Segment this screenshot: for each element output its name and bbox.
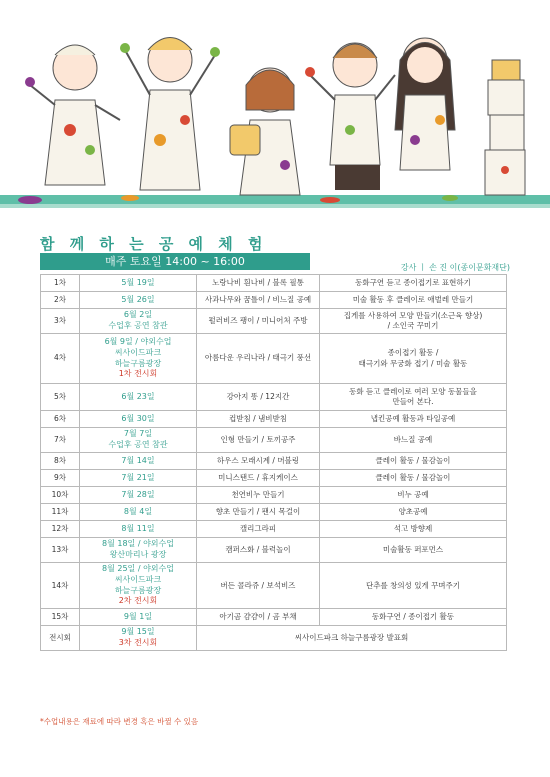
session-date <box>80 334 197 384</box>
cell-line: 6월 2일 <box>123 310 153 320</box>
cell-line: 8월 25일 / 야외수업 <box>102 564 174 573</box>
cell-line: 천연비누 만들기 <box>231 489 285 499</box>
table-row <box>41 453 507 470</box>
session-number: 8차 <box>41 453 80 470</box>
activity-main <box>197 275 320 292</box>
cell-line: 캠퍼스화 / 블럭놀이 <box>225 544 291 554</box>
activity-main <box>197 428 320 453</box>
activity-main <box>197 453 320 470</box>
activity-main <box>197 563 320 609</box>
cell-line: 냅킨공예 활동과 타일공예 <box>370 413 456 423</box>
cell-line: 7월 21일 <box>121 472 155 482</box>
session-number: 10차 <box>41 487 80 504</box>
exhibition-highlight: 3차 전시회 <box>118 638 158 648</box>
activity-detail <box>320 538 507 563</box>
cell-line: 클레이 활동 / 물감놀이 <box>375 472 451 482</box>
cell-line: 비누 공예 <box>397 489 429 499</box>
cell-line: 하우스 모래시계 / 머블링 <box>216 455 300 465</box>
table-row <box>41 609 507 626</box>
session-date <box>80 428 197 453</box>
cell-line: 컵받침 / 냄비받침 <box>228 413 287 423</box>
table-row <box>41 275 507 292</box>
footnote: *수업내용은 재료에 따라 변경 혹은 바뀔 수 있음 <box>40 717 199 726</box>
cell-line: 아기곰 걈걈이 / 곰 부채 <box>219 612 297 622</box>
cell-line: 8월 18일 / 야외수업 <box>102 539 174 549</box>
session-number: 4차 <box>41 334 80 384</box>
activity-detail <box>320 309 507 334</box>
session-date <box>80 292 197 309</box>
cell-line: 동화 듣고 클레이로 여러 모양 동물들을 <box>349 386 477 396</box>
table-row <box>41 384 507 411</box>
table-row <box>41 504 507 521</box>
schedule-table <box>40 274 507 651</box>
cell-line: 9월 1일 <box>123 611 153 621</box>
cell-line: 만들어 본다. <box>392 397 434 406</box>
table-row <box>41 334 507 384</box>
session-date <box>80 275 197 292</box>
session-date <box>80 384 197 411</box>
activity-detail <box>320 411 507 428</box>
cell-line: 6월 30일 <box>121 413 155 423</box>
schedule-banner: 매주 토요일 14:00 ~ 16:00 <box>40 253 310 270</box>
table-row <box>41 563 507 609</box>
activity-detail <box>320 275 507 292</box>
session-date <box>80 411 197 428</box>
table-row <box>41 521 507 538</box>
activity-main <box>197 292 320 309</box>
cell-line: 5월 26일 <box>121 294 155 304</box>
activity-main <box>197 521 320 538</box>
cell-line: 씨사이드파크 <box>114 574 162 584</box>
cell-line: 석고 방향제 <box>393 523 433 533</box>
cell-line: 단추를 창의성 있게 꾸며주기 <box>365 580 461 590</box>
cell-line: 강아지 똥 / 12지간 <box>226 391 290 401</box>
exhibition-row <box>41 626 507 651</box>
activity-detail <box>320 384 507 411</box>
activity-detail <box>320 470 507 487</box>
exhibition-date <box>80 626 197 651</box>
cell-line: 미술 활동 후 클레이로 애벌레 만들기 <box>352 294 474 304</box>
activity-main <box>197 334 320 384</box>
table-row <box>41 292 507 309</box>
cell-line: 사과나무와 꿈틀이 / 비느질 공예 <box>204 294 312 304</box>
cell-line: 캘리그라피 <box>239 523 277 533</box>
activity-main <box>197 411 320 428</box>
activity-main <box>197 538 320 563</box>
cell-line: 동화구연 듣고 종이접기로 표현하기 <box>355 277 471 287</box>
session-date <box>80 504 197 521</box>
activity-detail <box>320 453 507 470</box>
activity-detail <box>320 504 507 521</box>
cell-line: 5월 19일 <box>121 277 155 287</box>
activity-detail <box>320 292 507 309</box>
cell-line: 왕산마리나 광장 <box>109 550 167 559</box>
children-painting-illustration <box>0 0 550 215</box>
cell-line: 바느질 공예 <box>393 434 433 444</box>
cell-line: 펄러비즈 팽이 / 미니어처 주방 <box>208 315 308 325</box>
activity-main <box>197 609 320 626</box>
cell-line: 종이접기 활동 / <box>387 348 439 358</box>
cell-line: 아름다운 우리나라 / 태극기 풍선 <box>204 353 312 363</box>
cell-line: 미니스탠드 / 휴지케이스 <box>218 472 298 482</box>
session-date <box>80 563 197 609</box>
session-number: 2차 <box>41 292 80 309</box>
cell-line: 8월 11일 <box>121 523 155 533</box>
session-date <box>80 521 197 538</box>
activity-detail <box>320 521 507 538</box>
activity-detail <box>320 563 507 609</box>
session-number: 3차 <box>41 309 80 334</box>
table-row <box>41 487 507 504</box>
cell-line: 6월 9일 / 야외수업 <box>104 336 172 346</box>
session-number: 9차 <box>41 470 80 487</box>
cell-line: 6월 23일 <box>121 391 155 401</box>
table-row <box>41 309 507 334</box>
page-title: 함 께 하 는 공 예 체 험 <box>40 235 268 253</box>
cell-line: 하늘구름광장 <box>114 585 162 595</box>
cell-line: 7월 7일 <box>123 429 153 439</box>
session-date <box>80 487 197 504</box>
cell-line: 집게를 사용하여 모양 만들기(소근육 향상) <box>343 310 483 320</box>
activity-main <box>197 487 320 504</box>
table-row <box>41 538 507 563</box>
cell-line: 7월 28일 <box>121 489 155 499</box>
exhibition-date-text: 9월 15일 <box>121 627 155 637</box>
cell-line: 노랑나비 흰나비 / 블록 필통 <box>212 277 304 287</box>
session-number: 11차 <box>41 504 80 521</box>
session-date <box>80 309 197 334</box>
activity-main <box>197 504 320 521</box>
activity-detail <box>320 428 507 453</box>
cell-line: 클레이 활동 / 물감놀이 <box>375 455 451 465</box>
session-date <box>80 538 197 563</box>
cell-line: / 소인국 꾸미기 <box>387 321 439 330</box>
cell-line: 하늘구름광장 <box>114 358 162 368</box>
activity-main <box>197 384 320 411</box>
session-date <box>80 609 197 626</box>
cell-line: 버든 콜라쥬 / 보석비즈 <box>220 580 296 590</box>
exhibition-label: 전시회 <box>41 626 80 651</box>
table-row <box>41 428 507 453</box>
activity-detail <box>320 487 507 504</box>
exhibition-description: 씨사이드파크 하늘구름광장 발표회 <box>197 626 507 651</box>
cell-line: 향초 만들기 / 팬시 목걸이 <box>215 506 301 516</box>
cell-line: 8월 4일 <box>123 506 153 516</box>
cell-line: 태극기와 무궁화 접기 / 미술 활동 <box>358 358 468 368</box>
session-number: 13차 <box>41 538 80 563</box>
cell-line: 수업후 공연 참관 <box>108 440 168 449</box>
instructor-label: 강사 ㅣ 손 진 이(종이문화재단) <box>400 263 510 272</box>
table-row <box>41 411 507 428</box>
cell-line: 동화구연 / 종이접기 활동 <box>371 612 455 622</box>
session-date <box>80 470 197 487</box>
activity-detail <box>320 334 507 384</box>
cell-line: 수업후 공연 참관 <box>108 321 168 330</box>
table-row <box>41 470 507 487</box>
session-date <box>80 453 197 470</box>
session-number: 6차 <box>41 411 80 428</box>
session-number: 1차 <box>41 275 80 292</box>
exhibition-highlight: 1차 전시회 <box>118 369 158 379</box>
session-number: 14차 <box>41 563 80 609</box>
exhibition-highlight: 2차 전시회 <box>118 596 158 606</box>
cell-line: 7월 14일 <box>121 455 155 465</box>
session-number: 5차 <box>41 384 80 411</box>
session-number: 12차 <box>41 521 80 538</box>
activity-main <box>197 470 320 487</box>
cell-line: 인형 만들기 / 토끼공주 <box>220 434 296 444</box>
session-number: 15차 <box>41 609 80 626</box>
session-number: 7차 <box>41 428 80 453</box>
activity-main <box>197 309 320 334</box>
cell-line: 씨사이드파크 <box>114 347 162 357</box>
cell-line: 양초공예 <box>398 506 428 516</box>
activity-detail <box>320 609 507 626</box>
cell-line: 미술활동 퍼포먼스 <box>382 544 444 554</box>
